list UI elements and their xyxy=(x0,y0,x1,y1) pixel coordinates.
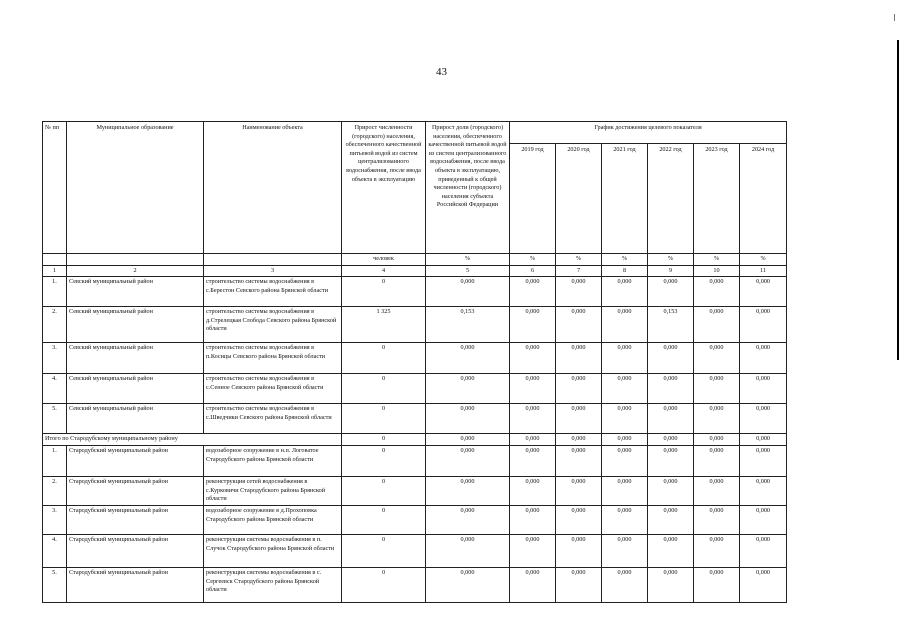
row-number: 1. xyxy=(43,277,67,307)
total-year-value: 0,000 xyxy=(602,434,648,446)
year-2024: 2024 год xyxy=(740,144,787,254)
population-cell: 0 xyxy=(342,534,426,567)
col-index: 4 xyxy=(342,265,426,277)
total-year-value: 0,000 xyxy=(740,434,787,446)
year-value-cell: 0,000 xyxy=(694,374,740,404)
scan-edge-tick xyxy=(894,14,895,21)
table-row xyxy=(43,374,787,404)
row-number: 4. xyxy=(43,374,67,404)
year-value-cell: 0,000 xyxy=(602,446,648,477)
row-number: 5. xyxy=(43,404,67,434)
scan-edge-mark xyxy=(897,40,899,360)
unit-cell: человек xyxy=(342,254,426,266)
total-row xyxy=(43,434,787,446)
year-value-cell: 0,000 xyxy=(602,343,648,374)
year-2023: 2023 год xyxy=(694,144,740,254)
year-value-cell: 0,000 xyxy=(694,277,740,307)
row-number: 5. xyxy=(43,567,67,602)
year-value-cell: 0,000 xyxy=(602,277,648,307)
year-value-cell: 0,000 xyxy=(694,505,740,534)
year-2022: 2022 год xyxy=(648,144,694,254)
total-year-value: 0,000 xyxy=(510,434,556,446)
year-value-cell: 0,153 xyxy=(648,307,694,343)
object-cell: водозаборное сооружение в н.п. Логоватое Стародубского района Брянской области xyxy=(204,446,342,477)
population-cell: 0 xyxy=(342,567,426,602)
table-row xyxy=(43,343,787,374)
year-value-cell: 0,000 xyxy=(740,277,787,307)
object-cell: строительство системы водоснабжения в п.Косицы Севского района Брянской области xyxy=(204,343,342,374)
year-value-cell: 0,000 xyxy=(602,534,648,567)
year-value-cell: 0,000 xyxy=(556,446,602,477)
population-cell: 0 xyxy=(342,277,426,307)
municipality-cell: Стародубский муниципальный район xyxy=(67,505,204,534)
year-value-cell: 0,000 xyxy=(648,404,694,434)
year-value-cell: 0,000 xyxy=(602,477,648,506)
year-value-cell: 0,000 xyxy=(740,374,787,404)
table-row xyxy=(43,277,787,307)
year-value-cell: 0,000 xyxy=(740,477,787,506)
population-cell: 1 325 xyxy=(342,307,426,343)
table-row xyxy=(43,505,787,534)
row-number: 2. xyxy=(43,477,67,506)
year-value-cell: 0,000 xyxy=(740,307,787,343)
year-value-cell: 0,000 xyxy=(556,505,602,534)
year-value-cell: 0,000 xyxy=(694,534,740,567)
year-value-cell: 0,000 xyxy=(510,567,556,602)
year-value-cell: 0,000 xyxy=(740,567,787,602)
year-value-cell: 0,000 xyxy=(556,404,602,434)
year-value-cell: 0,000 xyxy=(510,343,556,374)
header-schedule: График достижения целевого показателя xyxy=(510,122,787,144)
municipality-cell: Стародубский муниципальный район xyxy=(67,534,204,567)
object-cell: строительство системы водоснабжения в с.Берестон Севского района Брянской области xyxy=(204,277,342,307)
col-index: 11 xyxy=(740,265,787,277)
year-value-cell: 0,000 xyxy=(602,404,648,434)
header-pop-growth: Прирост численности (городского) населения, обеспеченного качественной питьевой водой из систем централизованного водоснабжения, после ввода объекта в эксплуатацию xyxy=(342,122,426,254)
population-cell: 0 xyxy=(342,404,426,434)
object-cell: строительство системы водоснабжения в д.Стрелецкая Слобода Севского района Брянской области xyxy=(204,307,342,343)
total-year-value: 0,000 xyxy=(556,434,602,446)
col-index: 1 xyxy=(43,265,67,277)
year-value-cell: 0,000 xyxy=(602,567,648,602)
year-value-cell: 0,000 xyxy=(694,446,740,477)
year-value-cell: 0,000 xyxy=(510,374,556,404)
share-cell: 0,000 xyxy=(426,343,510,374)
year-value-cell: 0,000 xyxy=(648,534,694,567)
year-value-cell: 0,000 xyxy=(694,404,740,434)
municipality-cell: Севский муниципальный район xyxy=(67,404,204,434)
header-row xyxy=(43,122,787,144)
units-row xyxy=(43,254,787,266)
table-row xyxy=(43,446,787,477)
year-value-cell: 0,000 xyxy=(510,534,556,567)
col-index: 5 xyxy=(426,265,510,277)
year-value-cell: 0,000 xyxy=(694,477,740,506)
year-value-cell: 0,000 xyxy=(602,505,648,534)
municipality-cell: Севский муниципальный район xyxy=(67,374,204,404)
object-cell: реконструкция системы водоснабжения в п. Случок Стародубского района Брянской области xyxy=(204,534,342,567)
row-number: 2. xyxy=(43,307,67,343)
municipality-cell: Севский муниципальный район xyxy=(67,277,204,307)
year-value-cell: 0,000 xyxy=(510,505,556,534)
year-value-cell: 0,000 xyxy=(648,505,694,534)
row-number: 3. xyxy=(43,505,67,534)
municipality-cell: Стародубский муниципальный район xyxy=(67,477,204,506)
year-value-cell: 0,000 xyxy=(510,277,556,307)
column-index-row xyxy=(43,265,787,277)
population-cell: 0 xyxy=(342,343,426,374)
total-population: 0 xyxy=(342,434,426,446)
unit-cell: % xyxy=(510,254,556,266)
header-share-growth: Прирост доли (городского) населения, обеспеченного качественной питьевой водой из систем централизованного водоснабжения, после ввода объекта в эксплуатацию, приведенный к общей численности (городского) населения субъекта Российской Федерации xyxy=(426,122,510,254)
year-value-cell: 0,000 xyxy=(648,343,694,374)
unit-cell: % xyxy=(694,254,740,266)
year-value-cell: 0,000 xyxy=(740,505,787,534)
year-2019: 2019 год xyxy=(510,144,556,254)
row-number: 1. xyxy=(43,446,67,477)
unit-cell: % xyxy=(740,254,787,266)
table-row xyxy=(43,534,787,567)
year-value-cell: 0,000 xyxy=(556,307,602,343)
year-value-cell: 0,000 xyxy=(648,446,694,477)
unit-cell: % xyxy=(602,254,648,266)
row-number: 4. xyxy=(43,534,67,567)
year-value-cell: 0,000 xyxy=(556,534,602,567)
year-value-cell: 0,000 xyxy=(648,374,694,404)
unit-cell: % xyxy=(426,254,510,266)
col-index: 3 xyxy=(204,265,342,277)
total-year-value: 0,000 xyxy=(694,434,740,446)
year-value-cell: 0,000 xyxy=(556,477,602,506)
year-value-cell: 0,000 xyxy=(740,404,787,434)
table-row xyxy=(43,567,787,602)
total-year-value: 0,000 xyxy=(648,434,694,446)
municipality-cell: Севский муниципальный район xyxy=(67,307,204,343)
table-row xyxy=(43,404,787,434)
municipality-cell: Стародубский муниципальный район xyxy=(67,567,204,602)
year-value-cell: 0,000 xyxy=(648,567,694,602)
col-index: 8 xyxy=(602,265,648,277)
year-value-cell: 0,000 xyxy=(602,307,648,343)
share-cell: 0,000 xyxy=(426,374,510,404)
object-cell: водозаборное сооружение в д.Прохоповка Стародубского района Брянской области xyxy=(204,505,342,534)
year-value-cell: 0,000 xyxy=(510,477,556,506)
population-cell: 0 xyxy=(342,477,426,506)
population-cell: 0 xyxy=(342,446,426,477)
col-index: 7 xyxy=(556,265,602,277)
indicator-table xyxy=(42,121,787,603)
total-label: Итого по Стародубскому муниципальному району xyxy=(43,434,342,446)
share-cell: 0,000 xyxy=(426,404,510,434)
year-value-cell: 0,000 xyxy=(510,307,556,343)
object-cell: строительство системы водоснабжения в с.Сенное Севского района Брянской области xyxy=(204,374,342,404)
col-index: 9 xyxy=(648,265,694,277)
col-index: 2 xyxy=(67,265,204,277)
year-value-cell: 0,000 xyxy=(556,567,602,602)
year-value-cell: 0,000 xyxy=(740,343,787,374)
year-value-cell: 0,000 xyxy=(648,477,694,506)
object-cell: строительство системы водоснабжения в с.Шведчики Севского района Брянской области xyxy=(204,404,342,434)
year-value-cell: 0,000 xyxy=(648,277,694,307)
col-index: 10 xyxy=(694,265,740,277)
year-value-cell: 0,000 xyxy=(510,404,556,434)
municipality-cell: Стародубский муниципальный район xyxy=(67,446,204,477)
year-value-cell: 0,000 xyxy=(694,307,740,343)
object-cell: реконструкция сетей водоснабжения в с.Курковичи Стародубского района Брянской области xyxy=(204,477,342,506)
page-number: 43 xyxy=(436,66,447,78)
table-row xyxy=(43,477,787,506)
year-value-cell: 0,000 xyxy=(740,534,787,567)
share-cell: 0,153 xyxy=(426,307,510,343)
year-value-cell: 0,000 xyxy=(556,277,602,307)
year-value-cell: 0,000 xyxy=(602,374,648,404)
year-value-cell: 0,000 xyxy=(694,343,740,374)
year-value-cell: 0,000 xyxy=(740,446,787,477)
col-index: 6 xyxy=(510,265,556,277)
unit-cell: % xyxy=(556,254,602,266)
share-cell: 0,000 xyxy=(426,505,510,534)
year-2020: 2020 год xyxy=(556,144,602,254)
share-cell: 0,000 xyxy=(426,534,510,567)
share-cell: 0,000 xyxy=(426,277,510,307)
population-cell: 0 xyxy=(342,505,426,534)
year-value-cell: 0,000 xyxy=(694,567,740,602)
header-municipality: Муниципальное образование xyxy=(67,122,204,254)
header-object: Наименование объекта xyxy=(204,122,342,254)
year-value-cell: 0,000 xyxy=(556,343,602,374)
share-cell: 0,000 xyxy=(426,477,510,506)
total-share: 0,000 xyxy=(426,434,510,446)
share-cell: 0,000 xyxy=(426,567,510,602)
year-2021: 2021 год xyxy=(602,144,648,254)
row-number: 3. xyxy=(43,343,67,374)
object-cell: реконструкция системы водоснабжения в с. Сергеевск Стародубского района Брянской области xyxy=(204,567,342,602)
table-row xyxy=(43,307,787,343)
unit-cell: % xyxy=(648,254,694,266)
municipality-cell: Севский муниципальный район xyxy=(67,343,204,374)
year-value-cell: 0,000 xyxy=(510,446,556,477)
population-cell: 0 xyxy=(342,374,426,404)
year-value-cell: 0,000 xyxy=(556,374,602,404)
share-cell: 0,000 xyxy=(426,446,510,477)
header-no: № пп xyxy=(43,122,67,254)
